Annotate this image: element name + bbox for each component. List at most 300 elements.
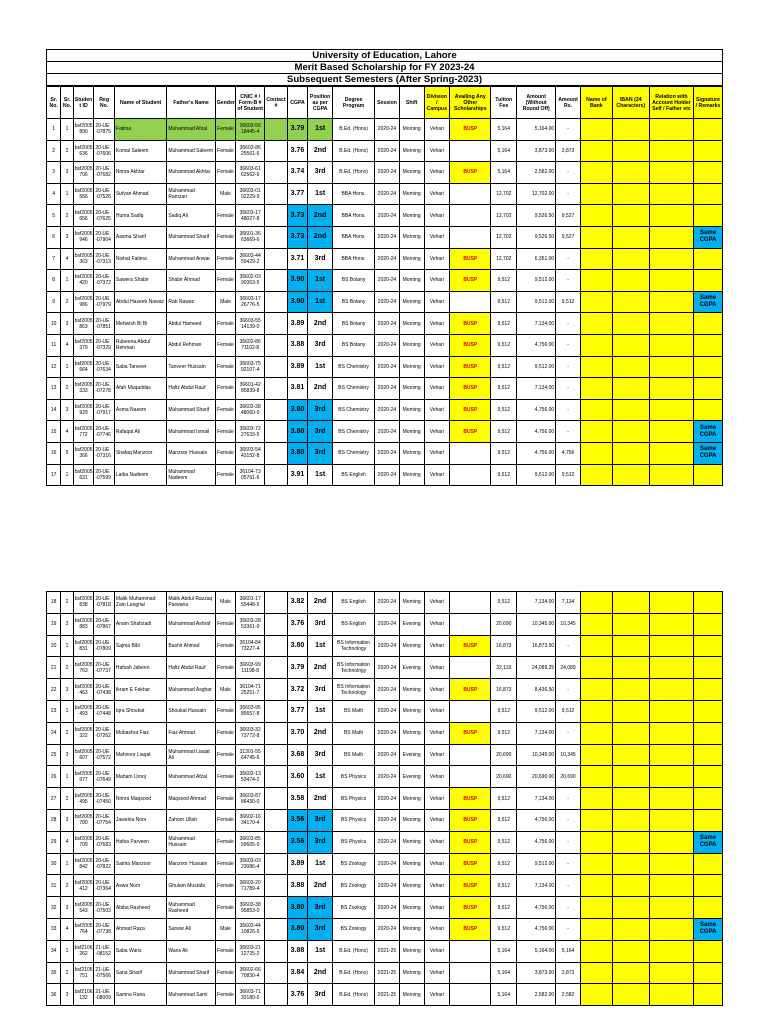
amount-rs-cell: -	[556, 162, 581, 184]
amount-cell: 2,582.00	[517, 984, 556, 1006]
other-scholarship-cell: BUSP	[450, 679, 491, 701]
tuition-fee-cell: 9,512	[491, 334, 517, 356]
contact-cell	[265, 809, 288, 831]
session-cell: 2020-24	[375, 226, 400, 248]
session-cell: 2020-24	[375, 421, 400, 443]
other-scholarship-cell: BUSP	[450, 853, 491, 875]
contact-cell	[265, 744, 288, 766]
remarks-cell	[694, 592, 723, 614]
degree-cell: B.Ed. (Hons)	[332, 162, 374, 184]
iban-cell	[612, 119, 649, 141]
gender-cell: Female	[215, 248, 236, 270]
table-header	[47, 87, 723, 119]
tuition-fee-cell: 9,512	[491, 875, 517, 897]
father-name-cell: Muhammad Ashraf	[167, 613, 215, 635]
reg-no-cell: 20-UE -07526	[94, 183, 115, 205]
session-cell: 2020-24	[375, 613, 400, 635]
bank-name-cell	[580, 442, 612, 464]
serial-cell: 33	[47, 918, 61, 940]
iban-cell	[612, 788, 649, 810]
degree-cell: BS English	[332, 592, 374, 614]
iban-cell	[612, 962, 649, 984]
tuition-fee-cell: 9,512	[491, 788, 517, 810]
gender-cell: Female	[215, 334, 236, 356]
contact-cell	[265, 205, 288, 227]
remarks-cell	[694, 809, 723, 831]
shift-cell: Morning	[399, 313, 424, 335]
shift-cell: Morning	[399, 962, 424, 984]
amount-cell: 5,164.00	[517, 119, 556, 141]
remarks-cell	[694, 853, 723, 875]
iban-cell	[612, 984, 649, 1006]
tuition-fee-cell: 5,164	[491, 940, 517, 962]
relation-cell	[649, 635, 693, 657]
sub-serial-cell: 2	[61, 875, 73, 897]
column-header: Position as per CGPA	[308, 87, 333, 119]
table-row	[47, 984, 723, 1006]
student-name-cell: Saima Manzoor	[114, 853, 166, 875]
contact-cell	[265, 183, 288, 205]
position-cell: 1st	[308, 940, 333, 962]
iban-cell	[612, 918, 649, 940]
student-id-cell: bsf2105 751	[73, 962, 94, 984]
position-cell: 1st	[308, 183, 333, 205]
table-row	[47, 356, 723, 378]
relation-cell	[649, 421, 693, 443]
degree-cell: BS Physics	[332, 831, 374, 853]
sub-serial-cell: 1	[61, 766, 73, 788]
amount-cell: 4,756.00	[517, 918, 556, 940]
session-cell: 2020-24	[375, 205, 400, 227]
amount-cell: 9,526.50	[517, 205, 556, 227]
amount-rs-cell: -	[556, 334, 581, 356]
gender-cell: Female	[215, 657, 236, 679]
iban-cell	[612, 162, 649, 184]
session-cell: 2020-24	[375, 809, 400, 831]
degree-cell: BS Information Technology	[332, 635, 374, 657]
remarks-cell	[694, 399, 723, 421]
scholarship-table-2	[46, 591, 723, 1006]
table-row	[47, 248, 723, 270]
cnic-cell: 36603-54 43152-8	[236, 442, 265, 464]
bank-name-cell	[580, 918, 612, 940]
university-title: University of Education, Lahore	[47, 50, 722, 62]
gender-cell: Male	[215, 679, 236, 701]
session-cell: 2020-24	[375, 183, 400, 205]
bank-name-cell	[580, 875, 612, 897]
position-cell: 2nd	[308, 205, 333, 227]
cnic-cell: 36603-75 92107-4	[236, 356, 265, 378]
gender-cell: Female	[215, 442, 236, 464]
position-cell: 1st	[308, 119, 333, 141]
shift-cell: Morning	[399, 421, 424, 443]
shift-cell: Morning	[399, 291, 424, 313]
amount-rs-cell: 20,690	[556, 766, 581, 788]
session-cell: 2020-24	[375, 442, 400, 464]
reg-no-cell: 20-UE -07649	[94, 766, 115, 788]
father-name-cell: Muhammad Ismail	[167, 421, 215, 443]
other-scholarship-cell	[450, 940, 491, 962]
relation-cell	[649, 744, 693, 766]
table-row	[47, 613, 723, 635]
sub-serial-cell: 1	[61, 183, 73, 205]
tuition-fee-cell: 16,873	[491, 635, 517, 657]
sub-serial-cell: 3	[61, 897, 73, 919]
tuition-fee-cell: 9,512	[491, 270, 517, 292]
cnic-cell: 36603-56 18445-4	[236, 119, 265, 141]
tuition-fee-cell: 20,690	[491, 744, 517, 766]
tuition-fee-cell: 12,702	[491, 183, 517, 205]
father-name-cell: Sadiq Ali	[167, 205, 215, 227]
amount-cell: 7,134.00	[517, 592, 556, 614]
sub-serial-cell: 4	[61, 334, 73, 356]
cnic-cell: 36603-38 95853-0	[236, 897, 265, 919]
tuition-fee-cell: 9,512	[491, 421, 517, 443]
cnic-cell: 36603-87 86430-0	[236, 788, 265, 810]
degree-cell: BS Information Technology	[332, 679, 374, 701]
iban-cell	[612, 421, 649, 443]
degree-cell: BS English	[332, 464, 374, 486]
tuition-fee-cell: 9,512	[491, 313, 517, 335]
contact-cell	[265, 788, 288, 810]
student-name-cell: Sawera Shabir	[114, 270, 166, 292]
relation-cell	[649, 313, 693, 335]
sub-serial-cell: 3	[61, 162, 73, 184]
position-cell: 3rd	[308, 248, 333, 270]
degree-cell: BS Chemistry	[332, 421, 374, 443]
cgpa-cell: 3.76	[287, 984, 308, 1006]
sub-serial-cell: 1	[61, 940, 73, 962]
cgpa-cell: 3.88	[287, 875, 308, 897]
table-row	[47, 205, 723, 227]
campus-cell: Vehari	[424, 897, 450, 919]
degree-cell: BS Botany	[332, 270, 374, 292]
position-cell: 3rd	[308, 679, 333, 701]
cnic-cell: 31301-55 64745-6	[236, 744, 265, 766]
column-header: Division / Campus	[424, 87, 450, 119]
column-header: Gender	[215, 87, 236, 119]
student-id-cell: bsf2005 379	[73, 334, 94, 356]
cnic-cell: 36603-86 25561-6	[236, 140, 265, 162]
degree-cell: BBA Hons.	[332, 183, 374, 205]
other-scholarship-cell: BUSP	[450, 313, 491, 335]
cnic-cell: 36603-99 11198-8	[236, 657, 265, 679]
cgpa-cell: 3.77	[287, 183, 308, 205]
relation-cell	[649, 788, 693, 810]
amount-rs-cell: 3,873	[556, 140, 581, 162]
gender-cell: Female	[215, 635, 236, 657]
amount-cell: 7,134.00	[517, 788, 556, 810]
student-id-cell: bsf2005 363	[73, 248, 94, 270]
table-row	[47, 592, 723, 614]
student-name-cell: Fatima	[114, 119, 166, 141]
student-id-cell: bsf2005 831	[73, 635, 94, 657]
amount-cell: 5,164.00	[517, 940, 556, 962]
student-id-cell: bsf2005 706	[73, 162, 94, 184]
shift-cell: Morning	[399, 248, 424, 270]
amount-rs-cell: 9,512	[556, 291, 581, 313]
serial-cell: 13	[47, 378, 61, 400]
campus-cell: Vehari	[424, 766, 450, 788]
table-row	[47, 853, 723, 875]
student-name-cell: Mubashra Fiaz	[114, 722, 166, 744]
amount-rs-cell: -	[556, 378, 581, 400]
table-body	[47, 592, 723, 1006]
other-scholarship-cell	[450, 613, 491, 635]
shift-cell: Morning	[399, 940, 424, 962]
relation-cell	[649, 962, 693, 984]
remarks-cell	[694, 679, 723, 701]
cgpa-cell: 3.80	[287, 421, 308, 443]
campus-cell: Vehari	[424, 700, 450, 722]
amount-rs-cell: 2,582	[556, 984, 581, 1006]
reg-no-cell: 20-UE -07438	[94, 679, 115, 701]
position-cell: 3rd	[308, 613, 333, 635]
student-name-cell: Iqra Shoukat	[114, 700, 166, 722]
gender-cell: Female	[215, 378, 236, 400]
tuition-fee-cell: 9,512	[491, 700, 517, 722]
bank-name-cell	[580, 464, 612, 486]
iban-cell	[612, 744, 649, 766]
position-cell: 2nd	[308, 592, 333, 614]
father-name-cell: Muhammad Afzal	[167, 766, 215, 788]
degree-cell: BS English	[332, 613, 374, 635]
relation-cell	[649, 875, 693, 897]
amount-cell: 6,351.00	[517, 248, 556, 270]
position-cell: 2nd	[308, 226, 333, 248]
amount-cell: 9,512.00	[517, 291, 556, 313]
column-header: Availing Any Other Scholarships	[450, 87, 491, 119]
bank-name-cell	[580, 984, 612, 1006]
amount-rs-cell: 9,527	[556, 205, 581, 227]
remarks-cell	[694, 248, 723, 270]
position-cell: 1st	[308, 356, 333, 378]
other-scholarship-cell: BUSP	[450, 162, 491, 184]
cgpa-cell: 3.79	[287, 657, 308, 679]
reg-no-cell: 20-UE -07450	[94, 788, 115, 810]
session-cell: 2020-24	[375, 464, 400, 486]
bank-name-cell	[580, 334, 612, 356]
other-scholarship-cell	[450, 657, 491, 679]
relation-cell	[649, 722, 693, 744]
cgpa-cell: 3.80	[287, 442, 308, 464]
scholarship-table-1	[46, 86, 723, 486]
iban-cell	[612, 356, 649, 378]
bank-name-cell	[580, 744, 612, 766]
shift-cell: Morning	[399, 809, 424, 831]
campus-cell: Vehari	[424, 140, 450, 162]
reg-no-cell: 20-UE -07979	[94, 291, 115, 313]
table-row	[47, 421, 723, 443]
reg-no-cell: 20-UE -07625	[94, 205, 115, 227]
cgpa-cell: 3.80	[287, 897, 308, 919]
table-row	[47, 897, 723, 919]
gender-cell: Male	[215, 918, 236, 940]
cnic-cell: 36602-03 90363-5	[236, 270, 265, 292]
contact-cell	[265, 162, 288, 184]
table-row	[47, 766, 723, 788]
amount-cell: 9,512.00	[517, 356, 556, 378]
remarks-cell	[694, 788, 723, 810]
bank-name-cell	[580, 962, 612, 984]
table-row	[47, 291, 723, 313]
campus-cell: Vehari	[424, 378, 450, 400]
session-cell: 2020-24	[375, 875, 400, 897]
other-scholarship-cell: BUSP	[450, 875, 491, 897]
position-cell: 3rd	[308, 442, 333, 464]
cgpa-cell: 3.68	[287, 744, 308, 766]
student-id-cell: bsf2005 946	[73, 226, 94, 248]
cnic-cell: 36603-55 14139-0	[236, 313, 265, 335]
serial-cell: 25	[47, 744, 61, 766]
father-name-cell: Muhammad Sharif	[167, 399, 215, 421]
campus-cell: Vehari	[424, 291, 450, 313]
reg-no-cell: 20-UE -07313	[94, 248, 115, 270]
gender-cell: Female	[215, 205, 236, 227]
campus-cell: Vehari	[424, 722, 450, 744]
student-name-cell: Saba Tanveer	[114, 356, 166, 378]
degree-cell: BS Chemistry	[332, 442, 374, 464]
student-id-cell: bsf2005 986	[73, 291, 94, 313]
table-row	[47, 162, 723, 184]
degree-cell: BS Chemistry	[332, 378, 374, 400]
remarks-cell	[694, 657, 723, 679]
student-name-cell: Hafsa Parveen	[114, 831, 166, 853]
degree-cell: BS Zoology	[332, 853, 374, 875]
tuition-fee-cell: 9,512	[491, 291, 517, 313]
cnic-cell: 36603-71 33180-0	[236, 984, 265, 1006]
tuition-fee-cell: 9,512	[491, 853, 517, 875]
serial-cell: 23	[47, 700, 61, 722]
other-scholarship-cell	[450, 226, 491, 248]
serial-cell: 2	[47, 140, 61, 162]
relation-cell	[649, 183, 693, 205]
student-id-cell: bsf2005 883	[73, 613, 94, 635]
student-name-cell: Laiba Nadeem	[114, 464, 166, 486]
position-cell: 3rd	[308, 984, 333, 1006]
scholarship-sheet-page-2	[46, 591, 723, 1006]
reg-no-cell: 20-UE -07503	[94, 897, 115, 919]
session-cell: 2020-24	[375, 744, 400, 766]
student-id-cell: bsf2005 764	[73, 918, 94, 940]
gender-cell: Male	[215, 183, 236, 205]
iban-cell	[612, 464, 649, 486]
reg-no-cell: 20-UE -07738	[94, 918, 115, 940]
remarks-cell	[694, 356, 723, 378]
degree-cell: B.Ed. (Hons)	[332, 940, 374, 962]
session-cell: 2020-24	[375, 313, 400, 335]
student-id-cell: bsf2005 677	[73, 766, 94, 788]
serial-cell: 9	[47, 291, 61, 313]
iban-cell	[612, 313, 649, 335]
tuition-fee-cell: 9,512	[491, 592, 517, 614]
bank-name-cell	[580, 809, 612, 831]
other-scholarship-cell: BUSP	[450, 421, 491, 443]
father-name-cell: Rab Nawaz	[167, 291, 215, 313]
scheme-title: Merit Based Scholarship for FY 2023-24	[47, 62, 722, 74]
cgpa-cell: 3.73	[287, 205, 308, 227]
amount-cell: 20,690.00	[517, 766, 556, 788]
contact-cell	[265, 875, 288, 897]
amount-rs-cell: -	[556, 809, 581, 831]
shift-cell: Morning	[399, 226, 424, 248]
remarks-cell	[694, 140, 723, 162]
student-id-cell: bsf2005 838	[73, 592, 94, 614]
father-name-cell: Fiaz Ahmad	[167, 722, 215, 744]
sub-serial-cell: 4	[61, 918, 73, 940]
bank-name-cell	[580, 356, 612, 378]
position-cell: 2nd	[308, 313, 333, 335]
gender-cell: Female	[215, 766, 236, 788]
position-cell: 2nd	[308, 140, 333, 162]
degree-cell: B.Ed. (Hons)	[332, 984, 374, 1006]
amount-cell: 7,134.00	[517, 875, 556, 897]
session-cell: 2020-24	[375, 248, 400, 270]
relation-cell	[649, 442, 693, 464]
shift-cell: Morning	[399, 635, 424, 657]
amount-rs-cell: -	[556, 248, 581, 270]
shift-cell: Morning	[399, 875, 424, 897]
bank-name-cell	[580, 679, 612, 701]
father-name-cell: Waris Ali	[167, 940, 215, 962]
serial-cell: 21	[47, 657, 61, 679]
column-header: Session	[375, 87, 400, 119]
tuition-fee-cell: 32,119	[491, 657, 517, 679]
table-row	[47, 183, 723, 205]
column-header: Studen t ID	[73, 87, 94, 119]
serial-cell: 6	[47, 226, 61, 248]
student-name-cell: Hafsah Jabeen	[114, 657, 166, 679]
relation-cell	[649, 270, 693, 292]
amount-rs-cell: 5,164	[556, 940, 581, 962]
serial-cell: 35	[47, 962, 61, 984]
bank-name-cell	[580, 788, 612, 810]
amount-rs-cell: -	[556, 853, 581, 875]
reg-no-cell: 20-UE -07818	[94, 592, 115, 614]
position-cell: 1st	[308, 270, 333, 292]
student-name-cell: Asma Naeem	[114, 399, 166, 421]
position-cell: 1st	[308, 291, 333, 313]
shift-cell: Morning	[399, 831, 424, 853]
amount-rs-cell: -	[556, 313, 581, 335]
other-scholarship-cell: BUSP	[450, 831, 491, 853]
session-cell: 2020-24	[375, 399, 400, 421]
position-cell: 1st	[308, 766, 333, 788]
table-row	[47, 744, 723, 766]
student-id-cell: bsf2005 495	[73, 788, 94, 810]
remarks-cell	[694, 313, 723, 335]
relation-cell	[649, 700, 693, 722]
gender-cell: Female	[215, 962, 236, 984]
session-cell: 2020-24	[375, 897, 400, 919]
cgpa-cell: 3.90	[287, 291, 308, 313]
serial-cell: 10	[47, 313, 61, 335]
cgpa-cell: 3.70	[287, 722, 308, 744]
iban-cell	[612, 334, 649, 356]
column-header: Degree Program	[332, 87, 374, 119]
shift-cell: Morning	[399, 679, 424, 701]
reg-no-cell: 20-UE -07851	[94, 313, 115, 335]
campus-cell: Vehari	[424, 442, 450, 464]
tuition-fee-cell: 9,512	[491, 897, 517, 919]
bank-name-cell	[580, 766, 612, 788]
iban-cell	[612, 809, 649, 831]
gender-cell: Female	[215, 119, 236, 141]
student-id-cell: bsf2005 333	[73, 378, 94, 400]
contact-cell	[265, 313, 288, 335]
amount-rs-cell: -	[556, 635, 581, 657]
gender-cell: Female	[215, 722, 236, 744]
